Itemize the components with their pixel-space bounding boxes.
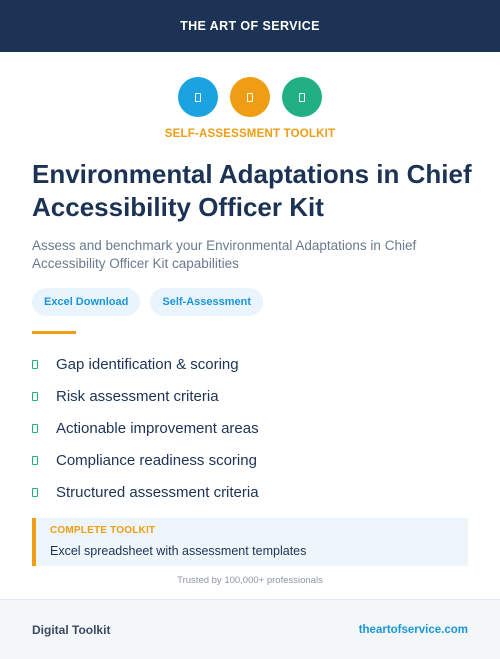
- document-icon: [282, 77, 322, 117]
- icon-row: [0, 77, 500, 117]
- feature-label: Risk assessment criteria: [56, 387, 219, 405]
- eyebrow-label: SELF-ASSESSMENT TOOLKIT: [164, 128, 336, 140]
- footer-bar: [0, 599, 500, 659]
- website-link[interactable]: theartofservice.com: [358, 623, 468, 636]
- check-icon: [32, 360, 38, 369]
- document-icon: [230, 77, 270, 117]
- feature-label: Actionable improvement areas: [56, 419, 259, 437]
- toolkit-callout: [32, 518, 468, 566]
- list-item: [32, 348, 259, 380]
- list-item: [32, 444, 259, 476]
- brand-name: THE ART OF SERVICE: [180, 19, 320, 33]
- trusted-note: Trusted by 100,000+ professionals: [177, 575, 323, 586]
- feature-label: Compliance readiness scoring: [56, 451, 257, 469]
- check-icon: [32, 392, 38, 401]
- feature-label: Gap identification & scoring: [56, 355, 239, 373]
- list-item: [32, 380, 259, 412]
- check-icon: [32, 424, 38, 433]
- tag-self-assessment: Self-Assessment: [150, 288, 263, 316]
- check-icon: [32, 488, 38, 497]
- list-item: [32, 412, 259, 444]
- feature-list: [32, 348, 259, 508]
- header-bar: [0, 0, 500, 52]
- callout-body: Excel spreadsheet with assessment templates: [50, 544, 307, 558]
- footer-label: Digital Toolkit: [32, 622, 111, 637]
- page-subtitle: Assess and benchmark your Environmental Adaptations in Chief Accessibility Officer Kit capabilities: [32, 238, 417, 271]
- check-icon: [32, 456, 38, 465]
- page-title: Environmental Adaptations in Chief Accessibility Officer Kit: [32, 159, 472, 222]
- callout-heading: COMPLETE TOOLKIT: [50, 525, 156, 536]
- feature-label: Structured assessment criteria: [56, 483, 259, 501]
- document-icon: [178, 77, 218, 117]
- tag-list: [32, 288, 263, 316]
- accent-divider: [32, 331, 76, 334]
- list-item: [32, 476, 259, 508]
- tag-excel-download: Excel Download: [32, 288, 140, 316]
